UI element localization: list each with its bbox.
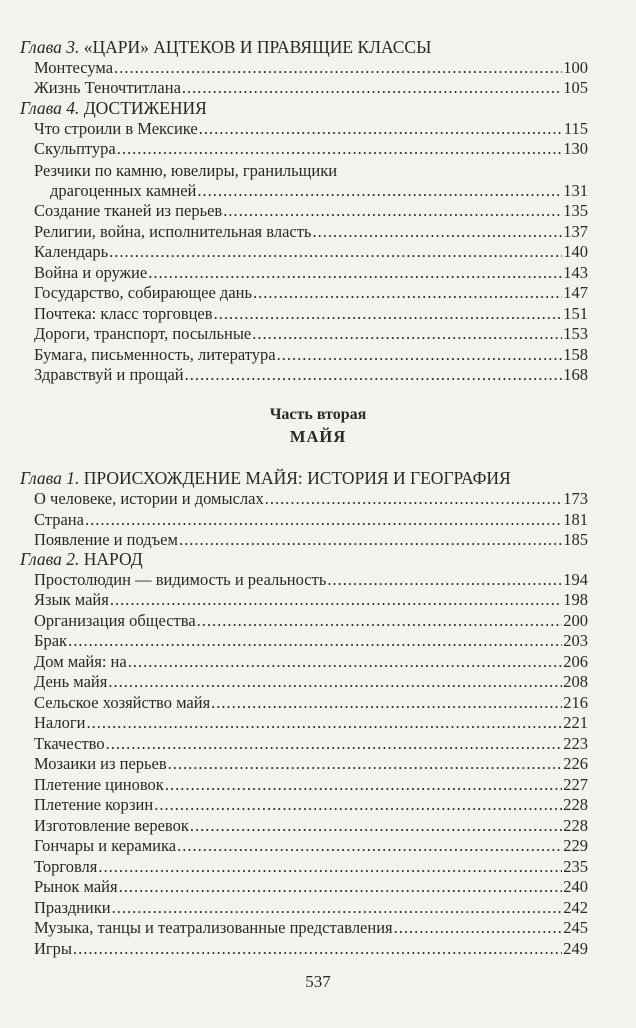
entry-title: Что строили в Мексике — [34, 119, 198, 138]
dot-leader — [168, 753, 563, 775]
chapter-title: «ЦАРИ» АЦТЕКОВ И ПРАВЯЩИЕ КЛАССЫ — [83, 37, 432, 57]
dot-leader — [154, 794, 562, 816]
entry-page: 137 — [563, 222, 588, 241]
entry-title: драгоценных камней — [50, 181, 197, 200]
dot-leader — [165, 774, 562, 796]
dot-leader — [394, 917, 563, 939]
dot-leader — [214, 303, 563, 325]
entry-title: Гончары и керамика — [34, 836, 177, 855]
dot-leader — [182, 77, 562, 99]
entry-title: Скульптура — [34, 139, 116, 158]
toc-entry[interactable] — [34, 569, 588, 591]
entry-title: Дороги, транспорт, посыльные — [34, 324, 252, 343]
toc-entry[interactable] — [34, 180, 588, 202]
entry-title: Плетение циновок — [34, 775, 164, 794]
entry-page: 100 — [563, 58, 588, 77]
entry-title: Организация общества — [34, 611, 196, 630]
chapter-heading — [20, 97, 606, 119]
toc-entry[interactable] — [34, 200, 588, 222]
entry-page: 229 — [563, 836, 588, 855]
toc-entry[interactable] — [34, 118, 588, 140]
entry-page: 228 — [563, 816, 588, 835]
dot-leader — [98, 856, 562, 878]
toc-entry[interactable] — [34, 509, 588, 531]
dot-leader — [110, 589, 562, 611]
toc-entry[interactable] — [34, 589, 588, 611]
entry-title: Праздники — [34, 898, 111, 917]
entry-page: 135 — [563, 201, 588, 220]
entry-title: Календарь — [34, 242, 109, 261]
entry-page: 223 — [563, 734, 588, 753]
entry-title: Игры — [34, 939, 73, 958]
toc-entry[interactable] — [34, 774, 588, 796]
toc-entry[interactable] — [34, 303, 588, 325]
toc-entry[interactable] — [34, 630, 588, 652]
toc-entry[interactable] — [34, 241, 588, 263]
chapter-title: ПРОИСХОЖДЕНИЕ МАЙЯ: ИСТОРИЯ И ГЕОГРАФИЯ — [83, 468, 511, 488]
entry-page: 151 — [563, 304, 588, 323]
toc-entry[interactable] — [34, 835, 588, 857]
toc-entry[interactable] — [34, 364, 588, 386]
entry-page: 173 — [563, 489, 588, 508]
dot-leader — [197, 610, 563, 632]
toc-entry[interactable] — [34, 323, 588, 345]
entry-page: 168 — [563, 365, 588, 384]
toc-entry[interactable] — [34, 488, 588, 510]
dot-leader — [85, 509, 562, 531]
entry-title: Ткачество — [34, 734, 105, 753]
entry-page: 198 — [563, 590, 588, 609]
entry-page: 143 — [563, 263, 588, 282]
dot-leader — [109, 241, 562, 263]
toc-entry[interactable] — [34, 938, 588, 960]
entry-page: 221 — [563, 713, 588, 732]
dot-leader — [108, 671, 562, 693]
chapter-heading — [20, 467, 606, 489]
dot-leader — [312, 221, 562, 243]
entry-page: 228 — [563, 795, 588, 814]
toc-entry[interactable] — [34, 733, 588, 755]
entry-title: Почтека: класс торговцев — [34, 304, 213, 323]
entry-page: 105 — [563, 78, 588, 97]
dot-leader — [68, 630, 562, 652]
dot-leader — [128, 651, 563, 673]
dot-leader — [185, 364, 563, 386]
entry-title: День майя — [34, 672, 108, 691]
dot-leader — [190, 815, 562, 837]
entry-title: Изготовление веревок — [34, 816, 189, 835]
toc-entry[interactable] — [34, 262, 588, 284]
entry-page: 240 — [563, 877, 588, 896]
toc-entry[interactable] — [34, 282, 588, 304]
entry-title: Плетение корзин — [34, 795, 154, 814]
toc-entry[interactable] — [34, 57, 588, 79]
entry-title: Простолюдин — видимость и реальность — [34, 570, 327, 589]
dot-leader — [223, 200, 562, 222]
entry-page: 153 — [563, 324, 588, 343]
entry-title: Страна — [34, 510, 84, 529]
entry-title: Сельское хозяйство майя — [34, 693, 211, 712]
entry-title: Рынок майя — [34, 877, 118, 896]
toc-entry[interactable] — [34, 856, 588, 878]
entry-title: Язык майя — [34, 590, 109, 609]
entry-title: Здравствуй и прощай — [34, 365, 184, 384]
entry-page: 206 — [563, 652, 588, 671]
toc-entry[interactable] — [34, 77, 588, 99]
dot-leader — [119, 876, 563, 898]
entry-title: Музыка, танцы и театрализованные представления — [34, 918, 393, 937]
entry-page: 208 — [563, 672, 588, 691]
chapter-heading — [20, 36, 606, 58]
chapter-label: Глава 3. — [20, 37, 80, 57]
entry-title: Дом майя: на — [34, 652, 127, 671]
entry-title: Государство, собирающее дань — [34, 283, 252, 302]
toc-entry[interactable] — [34, 610, 588, 632]
entry-page: 235 — [563, 857, 588, 876]
dot-leader — [86, 712, 562, 734]
dot-leader — [265, 488, 563, 510]
chapter-title: НАРОД — [83, 549, 143, 569]
dot-leader — [253, 282, 562, 304]
toc-entry[interactable] — [34, 138, 588, 160]
toc-entry[interactable] — [34, 876, 588, 898]
toc-entry[interactable] — [34, 815, 588, 837]
entry-title: Появление и подъем — [34, 530, 178, 549]
dot-leader — [252, 323, 562, 345]
toc-entry[interactable] — [34, 692, 588, 714]
entry-page: 185 — [563, 530, 588, 549]
dot-leader — [177, 835, 562, 857]
entry-page: 226 — [563, 754, 588, 773]
entry-title-line1[interactable]: Резчики по камню, ювелиры, гранильщики — [34, 161, 338, 180]
part-label: Часть вторая — [269, 406, 367, 423]
entry-page: 245 — [563, 918, 588, 937]
entry-page: 115 — [563, 119, 588, 138]
entry-page: 140 — [563, 242, 588, 261]
entry-title: Жизнь Теночтитлана — [34, 78, 181, 97]
toc-entry[interactable] — [34, 344, 588, 366]
toc-entry[interactable] — [34, 712, 588, 734]
entry-title: Религии, война, исполнительная власть — [34, 222, 312, 241]
toc-entry[interactable] — [34, 221, 588, 243]
entry-page: 203 — [563, 631, 588, 650]
entry-title: Налоги — [34, 713, 86, 732]
dot-leader — [114, 57, 562, 79]
entry-title: Бумага, письменность, литература — [34, 345, 276, 364]
entry-page: 200 — [563, 611, 588, 630]
dot-leader — [73, 938, 562, 960]
toc-entry[interactable] — [34, 671, 588, 693]
dot-leader — [327, 569, 562, 591]
dot-leader — [197, 180, 562, 202]
entry-title: Монтесума — [34, 58, 114, 77]
dot-leader — [117, 138, 563, 160]
toc-entry[interactable] — [34, 917, 588, 939]
entry-title: Мозаики из перьев — [34, 754, 167, 773]
dot-leader — [211, 692, 562, 714]
entry-page: 242 — [563, 898, 588, 917]
entry-page: 131 — [563, 181, 588, 200]
entry-title: Создание тканей из перьев — [34, 201, 223, 220]
chapter-heading — [20, 548, 606, 570]
entry-title: Брак — [34, 631, 68, 650]
chapter-label: Глава 4. — [20, 98, 80, 118]
toc-entry[interactable] — [34, 651, 588, 673]
entry-page: 216 — [563, 693, 588, 712]
entry-title: Торговля — [34, 857, 98, 876]
entry-page: 147 — [563, 283, 588, 302]
chapter-label: Глава 2. — [20, 549, 80, 569]
entry-title: Война и оружие — [34, 263, 148, 282]
dot-leader — [106, 733, 563, 755]
chapter-title: ДОСТИЖЕНИЯ — [83, 98, 207, 118]
toc-entry[interactable] — [34, 794, 588, 816]
page-number: 537 — [305, 972, 331, 991]
entry-page: 249 — [563, 939, 588, 958]
toc-entry[interactable] — [34, 753, 588, 775]
entry-page: 130 — [563, 139, 588, 158]
dot-leader — [112, 897, 563, 919]
entry-title: О человеке, истории и домыслах — [34, 489, 264, 508]
chapter-label: Глава 1. — [20, 468, 80, 488]
dot-leader — [199, 118, 563, 140]
dot-leader — [277, 344, 563, 366]
entry-page: 158 — [563, 345, 588, 364]
entry-page: 194 — [563, 570, 588, 589]
entry-page: 181 — [563, 510, 588, 529]
entry-page: 227 — [563, 775, 588, 794]
part-title: МАЙЯ — [289, 427, 347, 446]
dot-leader — [148, 262, 562, 284]
toc-entry[interactable] — [34, 897, 588, 919]
